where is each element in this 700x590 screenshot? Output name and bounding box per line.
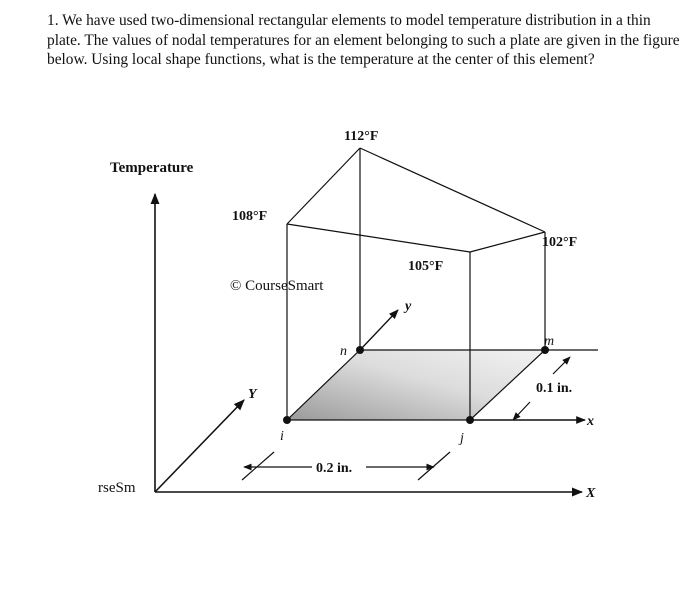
local-x-label: x: [587, 414, 594, 429]
node-j-label: j: [460, 431, 464, 446]
dim-width-left-tick: [242, 452, 274, 480]
node-i-dot: [283, 416, 291, 424]
local-y-label: y: [405, 299, 412, 314]
temperature-axis-label: Temperature: [110, 160, 194, 176]
dim-width-label: 0.2 in.: [316, 461, 353, 476]
dim-height-upper-arrow: [553, 357, 570, 374]
global-x-label: X: [586, 486, 596, 501]
surface-edge-i-j: [287, 224, 470, 252]
surface-edge-j-m: [470, 232, 545, 252]
temp-label-n: 112°F: [344, 129, 379, 144]
node-j-dot: [466, 416, 474, 424]
element-plate: [287, 350, 545, 420]
dim-width-right-tick: [418, 452, 450, 480]
node-n-dot: [356, 346, 364, 354]
temp-label-j: 105°F: [408, 259, 444, 274]
node-m-label: m: [544, 334, 555, 349]
watermark-left: rseSm: [98, 480, 136, 496]
dim-height-lower-arrow: [513, 402, 530, 420]
question-text: 1. We have used two-dimensional rectangular elements to model temperature distribution in a thin plate. The values of nodal temperatures for an element belonging to such a plate are given in the figure below. Using local shape functions, what is the temperature at the center of this element?: [47, 12, 680, 68]
global-y-label: Y: [248, 387, 257, 402]
surface-edge-n-m: [360, 148, 545, 232]
temp-label-m: 102°F: [542, 235, 578, 250]
surface-edge-i-n: [287, 148, 360, 224]
watermark-center: © CourseSmart: [230, 278, 324, 294]
temp-label-i: 108°F: [232, 209, 268, 224]
node-n-label: n: [340, 344, 347, 359]
global-y-axis: [155, 400, 244, 492]
local-y-axis: [360, 310, 398, 350]
node-i-label: i: [280, 429, 284, 444]
dim-height-label: 0.1 in.: [536, 381, 573, 396]
